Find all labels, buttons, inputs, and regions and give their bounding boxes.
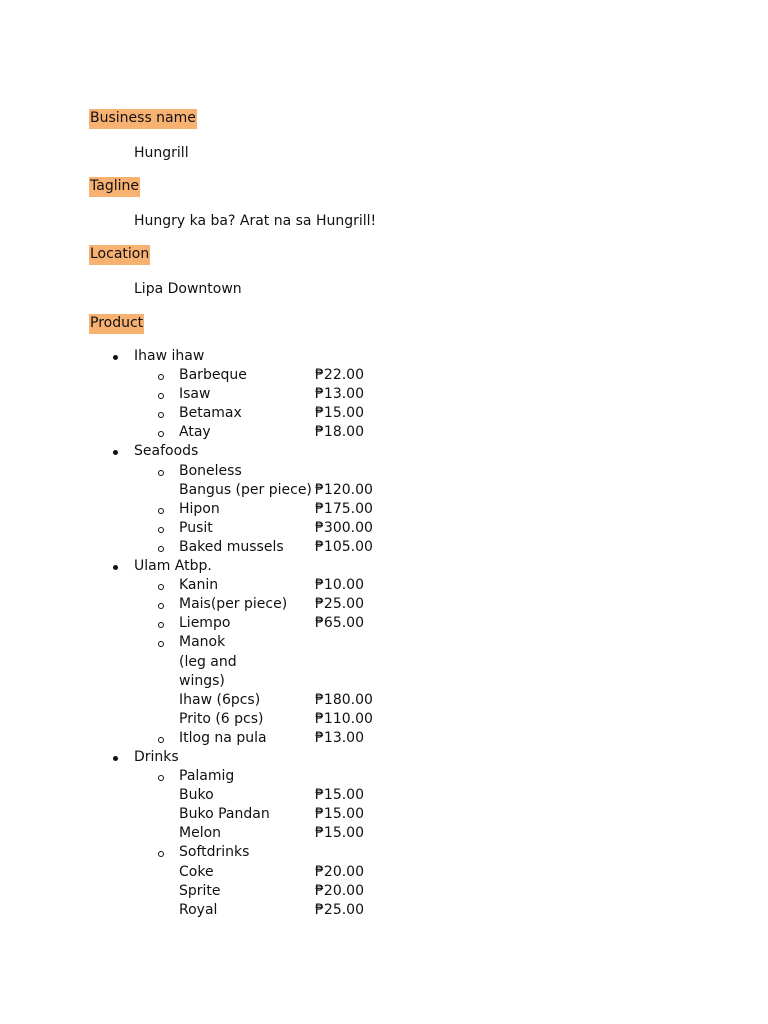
bullet-icon: [113, 450, 118, 455]
item-price: ₱13.00: [315, 729, 364, 746]
item-price: ₱15.00: [315, 825, 364, 842]
item-price: ₱300.00: [315, 519, 373, 536]
item-price: ₱105.00: [315, 538, 373, 555]
item-name: Isaw: [179, 386, 211, 403]
category-row: [0, 557, 768, 576]
menu-item-row: [0, 863, 768, 882]
menu-item-row: [0, 462, 768, 481]
item-price: ₱25.00: [315, 596, 364, 613]
menu-item-row: [0, 710, 768, 729]
menu-item-row: [0, 729, 768, 748]
menu-item-row: [0, 691, 768, 710]
category-label: Seafoods: [134, 443, 199, 460]
item-name: Kanin: [179, 577, 219, 594]
bullet-icon: [113, 565, 118, 570]
sub-bullet-icon: [158, 431, 164, 437]
category-label: Ihaw ihaw: [134, 348, 205, 364]
item-price: ₱13.00: [315, 386, 364, 403]
item-name: wings): [179, 672, 225, 689]
menu-item-row: [0, 653, 768, 672]
item-name: Bangus (per piece): [179, 481, 312, 498]
sub-bullet-icon: [158, 546, 164, 552]
sub-bullet-icon: [158, 737, 164, 743]
item-price: ₱65.00: [315, 615, 364, 632]
item-name: Betamax: [179, 405, 242, 422]
menu-item-row: [0, 843, 768, 862]
sub-bullet-icon: [158, 775, 164, 781]
item-name: Barbeque: [179, 367, 247, 384]
item-price: ₱15.00: [315, 787, 364, 804]
item-name: Mais(per piece): [179, 596, 288, 613]
category-row: [0, 442, 768, 461]
item-price: ₱20.00: [315, 863, 364, 880]
tagline-label: Tagline: [89, 177, 140, 197]
menu-item-row: [0, 481, 768, 500]
menu-item-row: [0, 824, 768, 843]
sub-bullet-icon: [158, 641, 164, 647]
category-row: [0, 347, 768, 366]
item-name: Boneless: [179, 462, 242, 479]
menu-item-row: [0, 614, 768, 633]
item-price: ₱20.00: [315, 882, 364, 899]
sub-bullet-icon: [158, 622, 164, 628]
menu-item-row: [0, 385, 768, 404]
item-name: Prito (6 pcs): [179, 710, 264, 727]
sub-bullet-icon: [158, 412, 164, 418]
location-value: Lipa Downtown: [134, 281, 242, 297]
category-label: Ulam Atbp.: [134, 558, 212, 575]
item-price: ₱18.00: [315, 424, 364, 441]
menu-item-row: [0, 519, 768, 538]
menu-item-row: [0, 404, 768, 423]
item-name: Buko: [179, 787, 214, 804]
item-price: ₱175.00: [315, 500, 373, 517]
sub-bullet-icon: [158, 374, 164, 380]
item-name: Atay: [179, 424, 211, 441]
item-name: Buko Pandan: [179, 806, 270, 823]
sub-bullet-icon: [158, 508, 164, 514]
item-price: ₱15.00: [315, 405, 364, 422]
bullet-icon: [113, 756, 118, 761]
item-name: Pusit: [179, 519, 213, 536]
item-name: Baked mussels: [179, 538, 284, 555]
menu-item-row: [0, 882, 768, 901]
menu-item-row: [0, 423, 768, 442]
menu-item-row: [0, 595, 768, 614]
item-price: ₱22.00: [315, 367, 364, 384]
sub-bullet-icon: [158, 584, 164, 590]
item-name: (leg and: [179, 653, 237, 670]
sub-bullet-icon: [158, 603, 164, 609]
item-name: Royal: [179, 901, 218, 918]
menu-item-row: [0, 901, 768, 920]
item-name: Hipon: [179, 500, 220, 517]
item-price: ₱110.00: [315, 710, 373, 727]
item-price: ₱120.00: [315, 481, 373, 498]
sub-bullet-icon: [158, 851, 164, 857]
menu-item-row: [0, 576, 768, 595]
item-name: Ihaw (6pcs): [179, 691, 261, 708]
item-name: Melon: [179, 825, 222, 842]
business-name-value: Hungrill: [134, 145, 189, 161]
bullet-icon: [113, 355, 118, 360]
menu-item-row: [0, 538, 768, 557]
category-label: Drinks: [134, 748, 179, 765]
menu-item-row: [0, 633, 768, 652]
sub-bullet-icon: [158, 470, 164, 476]
item-name: Coke: [179, 863, 214, 880]
product-menu-list: [0, 347, 768, 920]
menu-item-row: [0, 805, 768, 824]
menu-item-row: [0, 500, 768, 519]
item-price: ₱180.00: [315, 691, 373, 708]
item-name: Itlog na pula: [179, 729, 267, 746]
location-label: Location: [89, 245, 150, 265]
item-price: ₱15.00: [315, 806, 364, 823]
business-name-label: Business name: [89, 109, 197, 129]
item-price: ₱25.00: [315, 901, 364, 918]
menu-item-row: [0, 767, 768, 786]
item-price: ₱10.00: [315, 577, 364, 594]
item-name: Sprite: [179, 882, 221, 899]
item-name: Palamig: [179, 768, 235, 785]
sub-bullet-icon: [158, 393, 164, 399]
tagline-value: Hungry ka ba? Arat na sa Hungrill!: [134, 213, 377, 229]
menu-item-row: [0, 672, 768, 691]
menu-item-row: [0, 366, 768, 385]
item-name: Manok: [179, 634, 226, 651]
product-label: Product: [89, 314, 144, 334]
category-row: [0, 748, 768, 767]
item-name: Softdrinks: [179, 844, 250, 861]
menu-item-row: [0, 786, 768, 805]
sub-bullet-icon: [158, 527, 164, 533]
item-name: Liempo: [179, 615, 231, 632]
